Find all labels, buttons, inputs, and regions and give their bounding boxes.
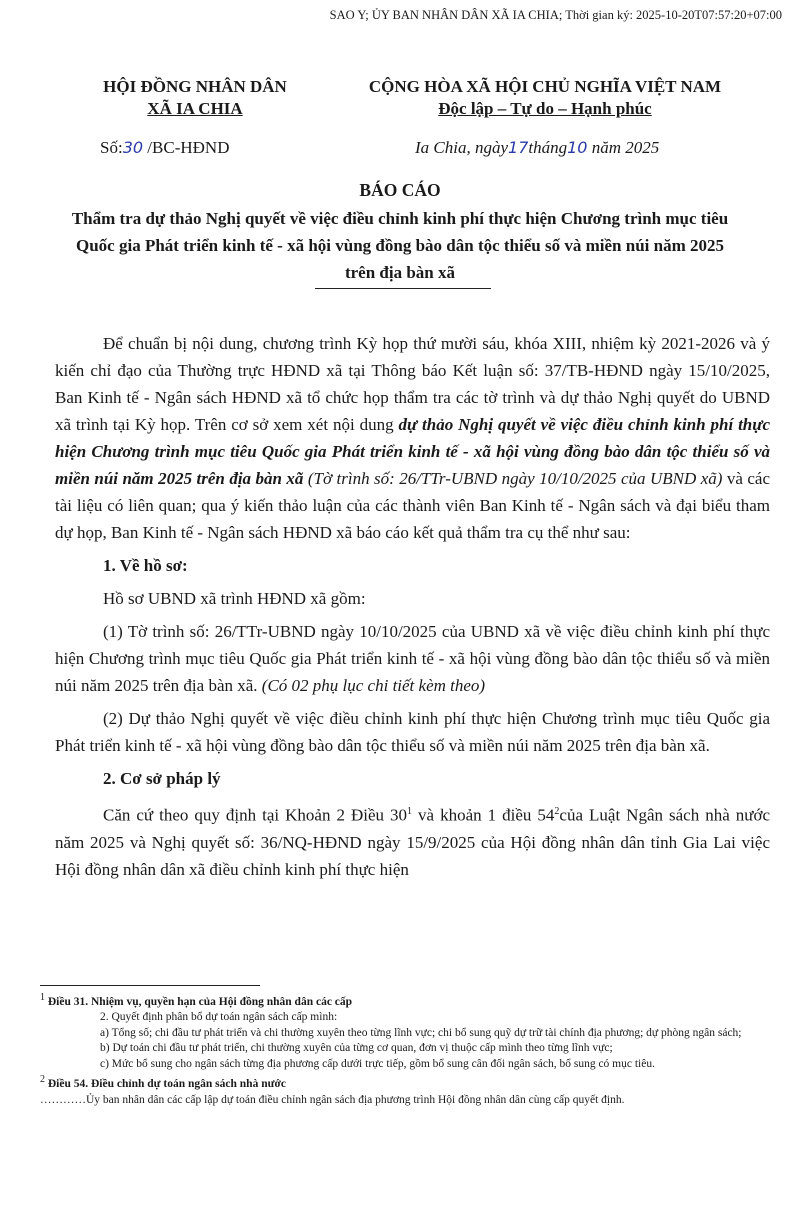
handwritten-month: 10 <box>567 138 588 157</box>
org-commune: XÃ IA CHIA <box>147 99 243 118</box>
document-subtitle: Thẩm tra dự thảo Nghị quyết về việc điều chỉnh kinh phí thực hiện Chương trình mục tiêu Quốc gia Phát triển kinh tế - xã hội vùng đồng bào dân tộc thiểu số và miền núi năm 2025 trên địa bàn xã <box>71 209 729 282</box>
issuing-organization <box>70 76 320 120</box>
footnote-1-title <box>40 990 760 1010</box>
document-number <box>100 138 229 158</box>
number-suffix: /BC-HĐND <box>143 138 230 157</box>
footnote-2-heading: Điều 54. Điều chỉnh dự toán ngân sách nhà nước <box>45 1078 286 1091</box>
legal-text-b: và khoản 1 điều 54 <box>412 805 555 825</box>
document-body <box>55 330 770 889</box>
national-motto <box>335 76 755 120</box>
intro-tail: và các tài liệu có liên quan; qua ý kiến thảo luận của các thành viên Ban Kinh tế - Ngân sách và đại biểu tham dự họp, Ban Kinh tế - Ngân sách HĐND xã báo cáo kết quả thẩm tra cụ thể như sau: <box>55 469 770 542</box>
legal-text-a: Căn cứ theo quy định tại Khoản 2 Điều 30 <box>103 805 408 825</box>
intro-text: Để chuẩn bị nội dung, chương trình Kỳ họp thứ mười sáu, khóa XIII, nhiệm kỳ 2021-2026 và ý kiến chỉ đạo của Thường trực HĐND xã tại Thông báo Kết luận số: 37/TB-HĐND ngày 15/10/2025, Ban Kinh tế - Ngân sách HĐND xã tổ chức họp thẩm tra các tờ trình và dự thảo Nghị quyết do UBND xã trình tại Kỳ họp. Trên cơ sở xem xét nội dung <box>55 334 770 434</box>
footnote-separator <box>40 985 260 986</box>
paragraph-legal-basis <box>55 798 770 883</box>
footnote-1-line: a) Tổng số; chi đầu tư phát triển và chi thường xuyên theo từng lĩnh vực; chi bổ sung quỹ dự trữ tài chính địa phương; dự phòng ngân sách; <box>100 1026 742 1039</box>
footnote-ref-1: 1 <box>407 806 413 817</box>
document-date <box>415 138 659 158</box>
footnote-1-line: 2. Quyết định phân bổ dự toán ngân sách cấp mình: <box>100 1011 338 1024</box>
org-name: HỘI ĐỒNG NHÂN DÂN <box>103 77 287 96</box>
footnote-2-line: …………Ủy ban nhân dân các cấp lập dự toán điều chỉnh ngân sách địa phương trình Hội đồng nhân dân cùng cấp quyết định. <box>40 1093 625 1106</box>
intro-draft-title: dự thảo Nghị quyết về việc điều chỉnh kinh phí thực hiện Chương trình mục tiêu Quốc gia Phát triển kinh tế - xã hội vùng đồng bào dân tộc thiểu số và miền núi năm 2025 trên địa bàn xã <box>55 415 770 488</box>
legal-text-c: của Luật Ngân sách nhà nước năm 2025 và Nghị quyết số: 36/NQ-HĐND ngày 15/9/2025 của Hội đồng nhân dân tỉnh Gia Lai việc Hội đồng nhân dân xã điều chỉnh kinh phí thực hiện <box>55 805 771 879</box>
footnote-2-title <box>40 1072 760 1092</box>
digital-signature-stamp: SAO Y; ỦY BAN NHÂN DÂN XÃ IA CHIA; Thời gian ký: 2025-10-20T07:57:20+07:00 <box>329 8 782 22</box>
footnote-ref-2: 2 <box>554 806 560 817</box>
item-1-note: (Có 02 phụ lục chi tiết kèm theo) <box>261 676 486 695</box>
handwritten-number: 30 <box>122 138 144 157</box>
footnote-1-line: c) Mức bổ sung cho ngân sách từng địa phương cấp dưới trực tiếp, gồm bổ sung cân đối ngân sách, bổ sung có mục tiêu. <box>100 1057 655 1070</box>
nation-name: CỘNG HÒA XÃ HỘI CHỦ NGHĨA VIỆT NAM <box>368 77 722 96</box>
footnote-1-heading: Điều 31. Nhiệm vụ, quyền hạn của Hội đồng nhân dân các cấp <box>45 995 353 1008</box>
item-1-text: (1) Tờ trình số: 26/TTr-UBND ngày 10/10/2025 của UBND xã về việc điều chỉnh kinh phí thực hiện Chương trình mục tiêu Quốc gia Phát triển kinh tế - xã hội vùng đồng bào dân tộc thiểu số và miền núi năm 2025 trên địa bàn xã. <box>55 622 770 695</box>
footnotes <box>40 990 760 1108</box>
footnote-1-line: b) Dự toán chi đầu tư phát triển, chi thường xuyên của từng cơ quan, đơn vị thuộc cấp mình theo từng lĩnh vực; <box>100 1042 613 1055</box>
handwritten-day: 17 <box>508 138 529 157</box>
paragraph-dossier: Hồ sơ UBND xã trình HĐND xã gồm: <box>103 589 366 608</box>
paragraph-item-1 <box>55 618 770 699</box>
document-title: BÁO CÁO <box>359 180 441 200</box>
footnote-2-mark: 2 <box>40 1074 45 1086</box>
date-month-label: tháng <box>528 138 568 157</box>
footnote-1-mark: 1 <box>40 992 45 1003</box>
title-underline <box>315 288 491 289</box>
heading-legal-basis: 2. Cơ sở pháp lý <box>103 769 221 788</box>
paragraph-intro <box>55 330 770 546</box>
paragraph-item-2: (2) Dự thảo Nghị quyết về việc điều chỉnh kinh phí thực hiện Chương trình mục tiêu Quốc gia Phát triển kinh tế - xã hội vùng đồng bào dân tộc thiểu số và miền núi năm 2025 trên địa bàn xã. <box>55 709 770 755</box>
heading-dossier: 1. Về hồ sơ: <box>103 556 188 575</box>
intro-reference: (Tờ trình số: 26/TTr-UBND ngày 10/10/2025 của UBND xã) <box>303 469 723 488</box>
date-prefix: Ia Chia, ngày <box>415 138 509 157</box>
number-prefix: Số: <box>100 138 123 157</box>
date-year: năm 2025 <box>591 138 660 157</box>
motto: Độc lập – Tự do – Hạnh phúc <box>438 99 652 118</box>
